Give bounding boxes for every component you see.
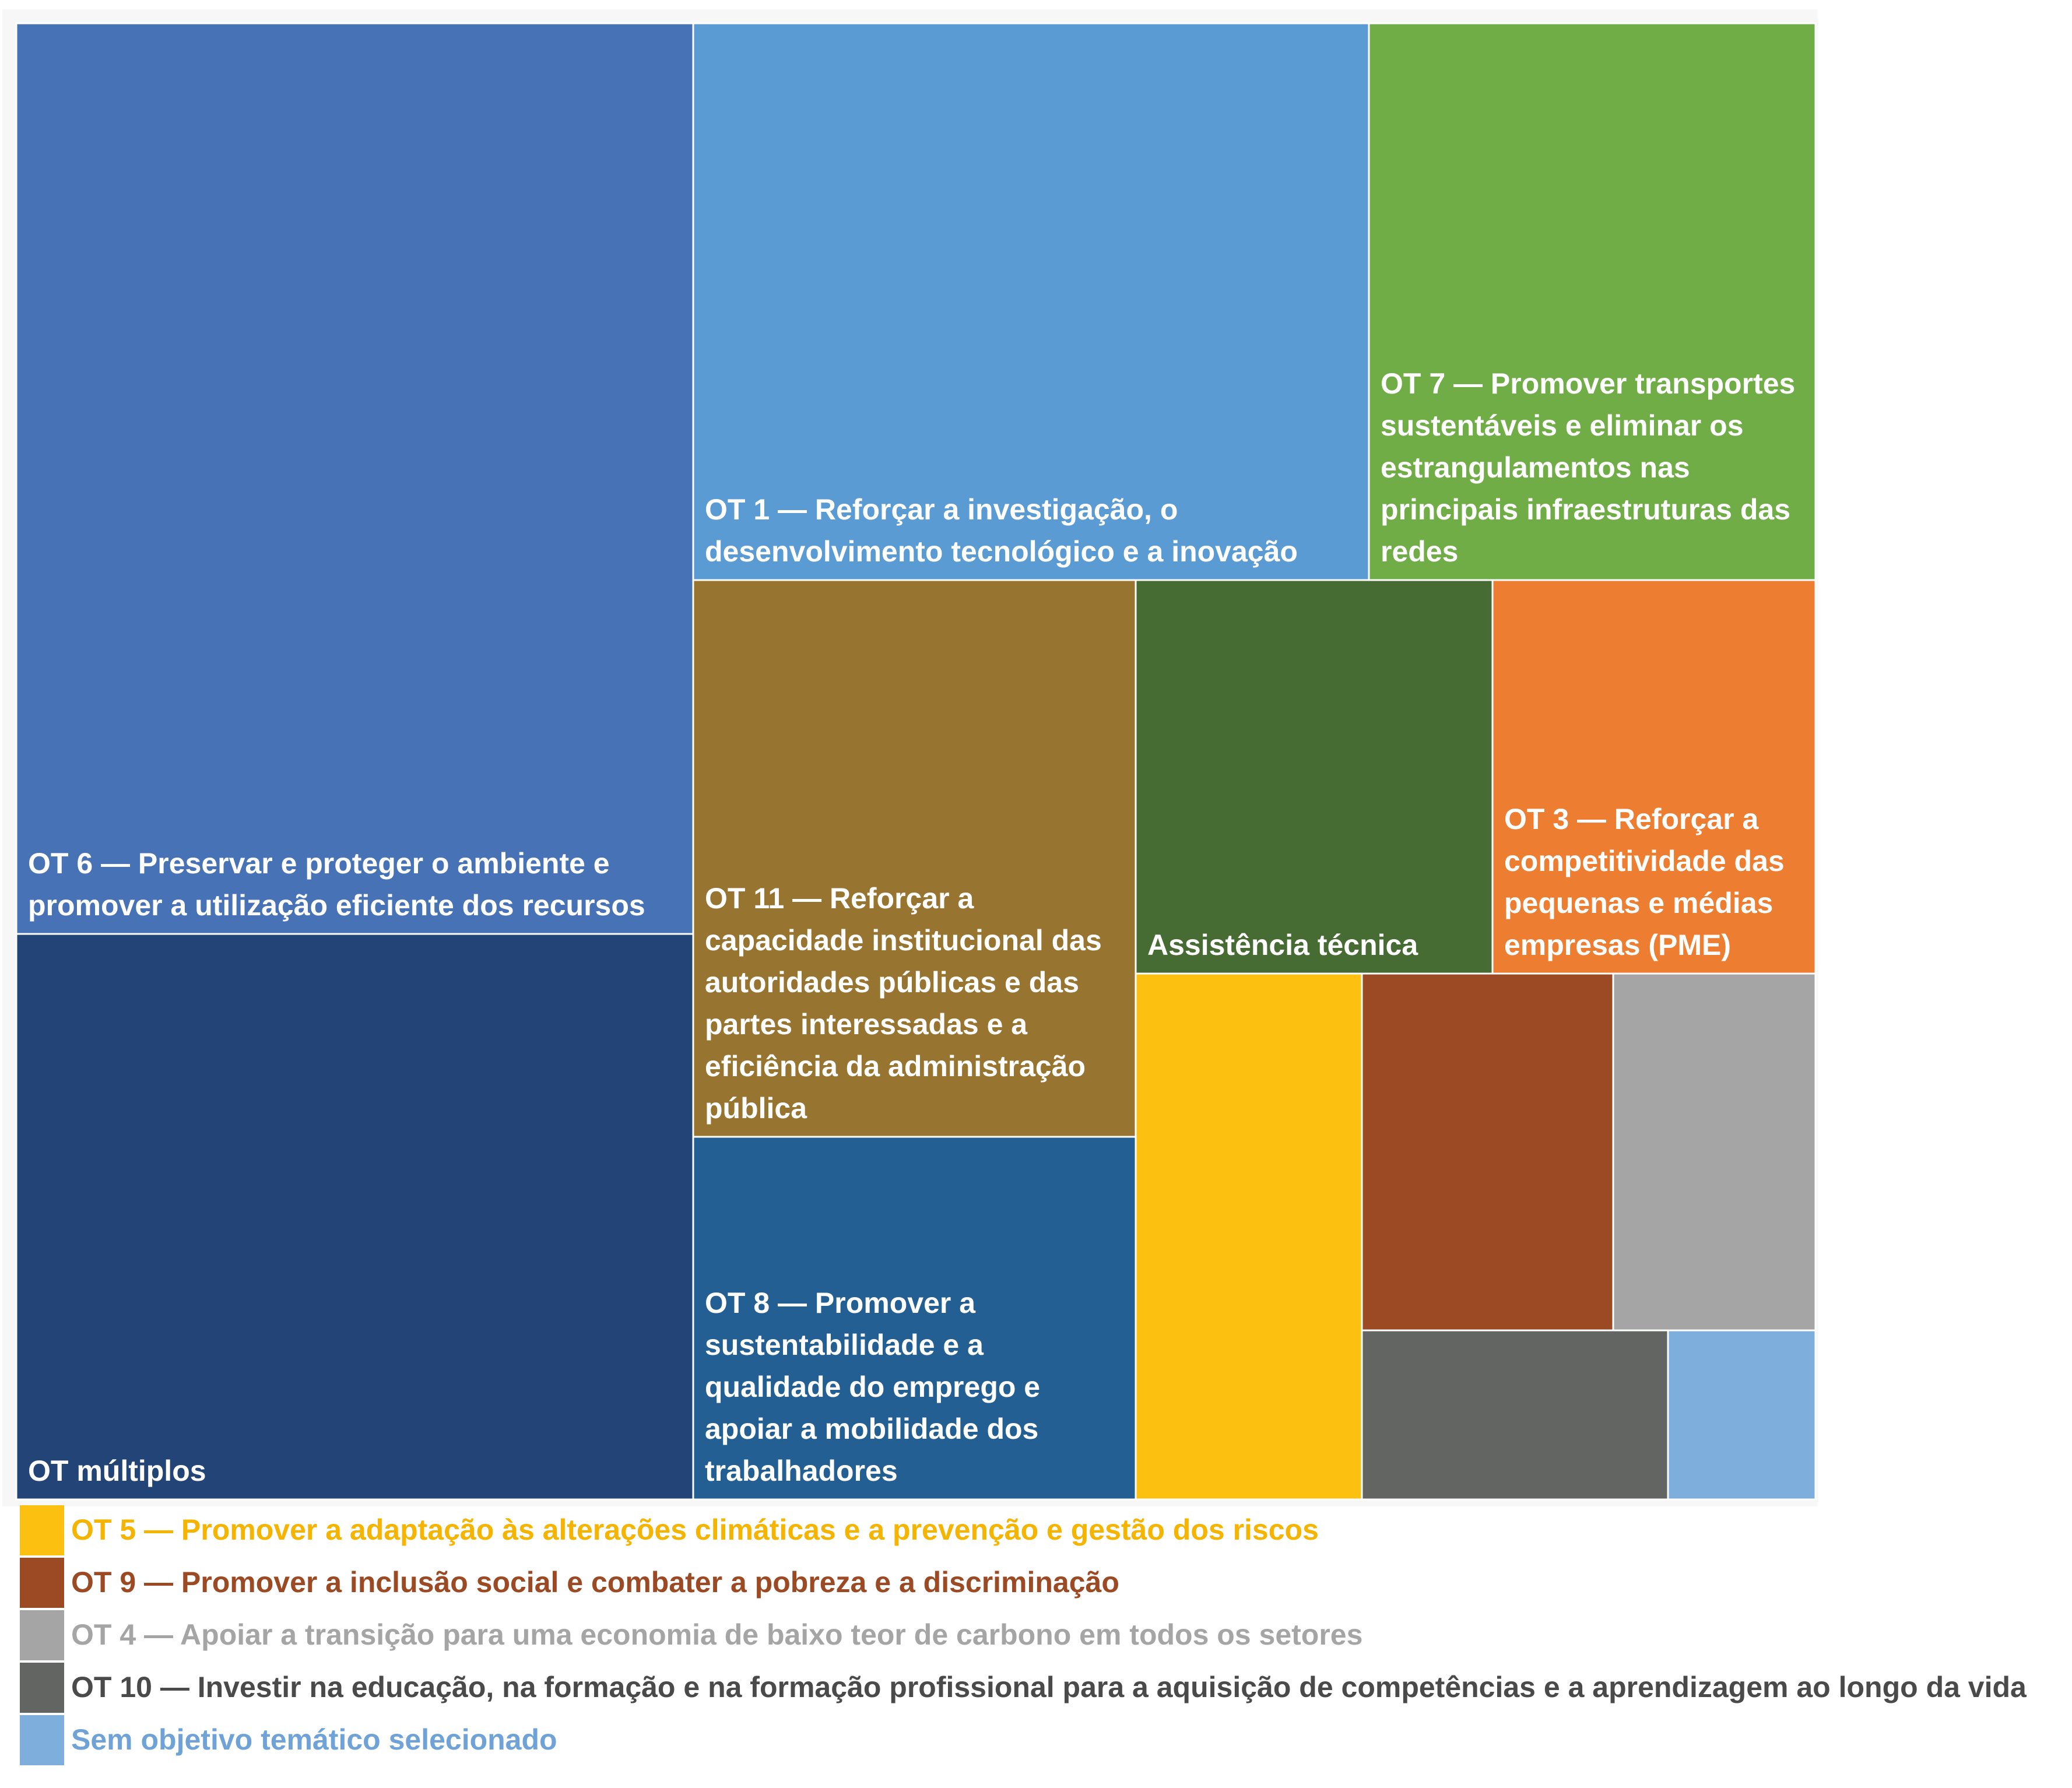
tile-label-line: OT 7 — Promover transportes: [1381, 367, 1796, 400]
legend-label: OT 9 — Promover a inclusão social e combater a pobreza e a discriminação: [71, 1566, 1119, 1599]
tile-label-otmult: [28, 1455, 206, 1487]
tile-ot9: [1362, 974, 1613, 1330]
legend-swatch: [20, 1715, 64, 1765]
tile-label-line: competitividade das: [1504, 845, 1785, 877]
legend-item: [20, 1715, 2060, 1765]
tile-label-line: trabalhadores: [705, 1455, 898, 1487]
tile-label-line: OT múltiplos: [28, 1455, 206, 1487]
tile-label-line: pública: [705, 1092, 807, 1125]
tile-label-line: empresas (PME): [1504, 929, 1732, 961]
tile-label-line: capacidade institucional das: [705, 924, 1102, 957]
tile-label-line: sustentabilidade e a: [705, 1329, 984, 1361]
legend-label: OT 4 — Apoiar a transição para uma economia de baixo teor de carbono em todos os setores: [71, 1618, 1363, 1651]
legend-item: [20, 1505, 2060, 1555]
tile-ot10: [1362, 1330, 1668, 1499]
tile-label-line: OT 3 — Reforçar a: [1504, 803, 1759, 835]
legend-item: [20, 1663, 2060, 1713]
legend-swatch: [20, 1558, 64, 1608]
tile-ot5: [1136, 974, 1362, 1499]
tile-label-line: OT 8 — Promover a: [705, 1287, 976, 1319]
tile-ot6: [16, 23, 693, 934]
tile-label-line: estrangulamentos nas: [1381, 451, 1690, 484]
tile-label-line: desenvolvimento tecnológico e a inovação: [705, 535, 1298, 568]
tile-label-line: principais infraestruturas das: [1381, 493, 1791, 526]
tile-label-line: pequenas e médias: [1504, 887, 1774, 919]
tile-label-line: OT 1 — Reforçar a investigação, o: [705, 493, 1178, 526]
legend-swatch: [20, 1610, 64, 1660]
tile-sem: [1668, 1330, 1815, 1499]
tile-label-at: [1147, 929, 1418, 961]
tile-label-line: sustentáveis e eliminar os: [1381, 409, 1744, 442]
tile-at: [1136, 580, 1492, 974]
legend-item: [20, 1558, 2060, 1608]
tile-label-line: OT 6 — Preservar e proteger o ambiente e: [28, 847, 610, 880]
tile-label-line: qualidade do emprego e: [705, 1371, 1041, 1403]
legend-label: OT 10 — Investir na educação, na formação e na formação profissional para a aquisição de competências e a aprendizagem ao longo da vida: [71, 1671, 2027, 1703]
tile-label-line: promover a utilização eficiente dos recursos: [28, 889, 645, 922]
tile-ot4: [1613, 974, 1815, 1330]
tile-label-line: apoiar a mobilidade dos: [705, 1413, 1039, 1445]
tile-label-line: Assistência técnica: [1147, 929, 1418, 961]
tile-label-line: partes interessadas e a: [705, 1008, 1028, 1041]
legend-item: [20, 1610, 2060, 1660]
legend-swatch: [20, 1505, 64, 1555]
tile-label-line: redes: [1381, 535, 1459, 568]
tile-otmult: [16, 934, 693, 1499]
legend-label: Sem objetivo temático selecionado: [71, 1723, 557, 1756]
tile-label-line: autoridades públicas e das: [705, 966, 1079, 999]
legend-label: OT 5 — Promover a adaptação às alterações climáticas e a prevenção e gestão dos riscos: [71, 1513, 1319, 1546]
legend-swatch: [20, 1663, 64, 1713]
tile-label-line: eficiência da administração: [705, 1050, 1086, 1083]
tile-label-line: OT 11 — Reforçar a: [705, 882, 974, 915]
